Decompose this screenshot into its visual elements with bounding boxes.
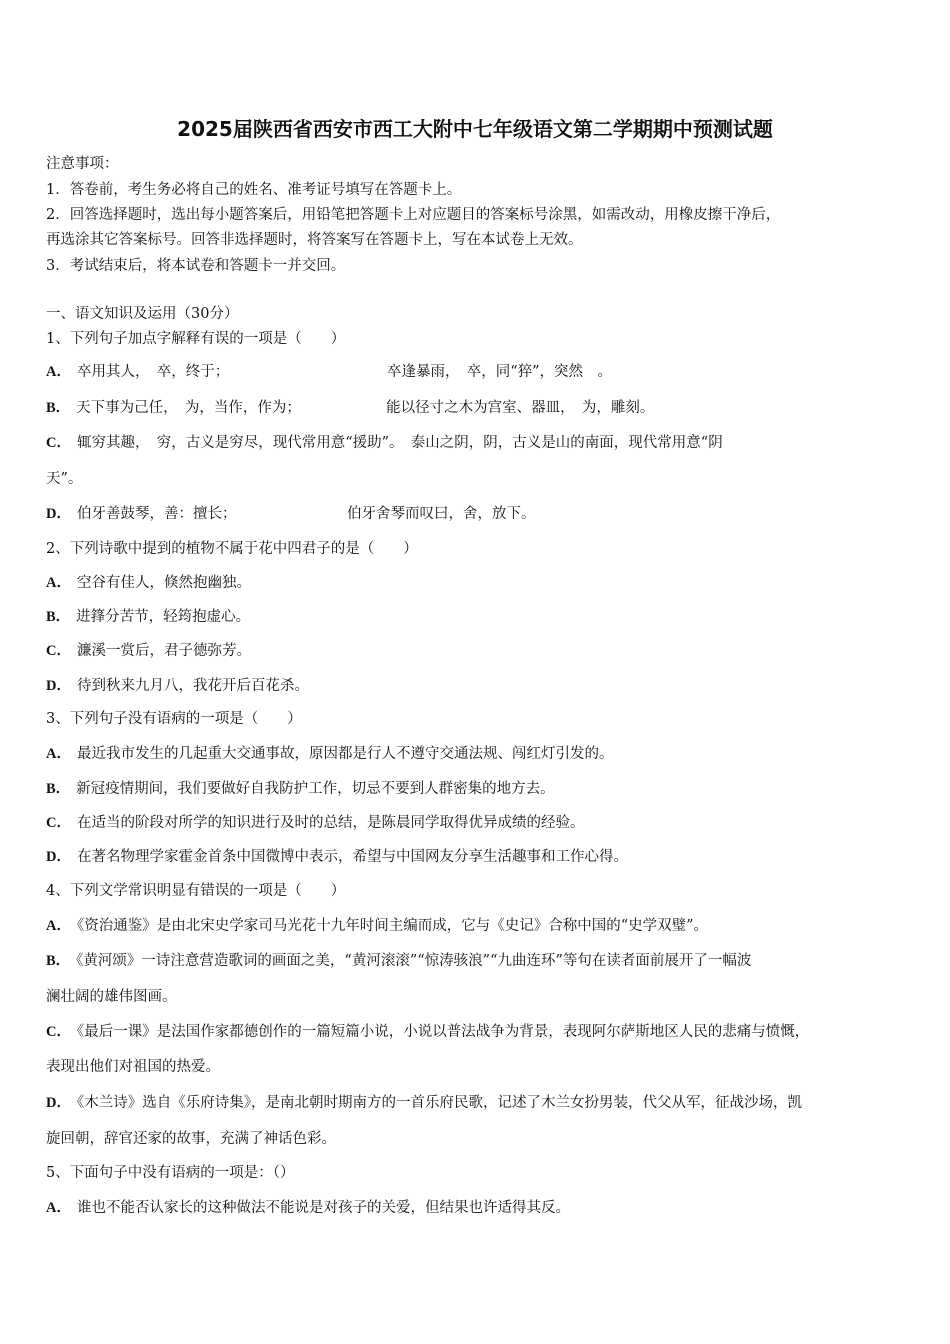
- option-row: [46, 502, 535, 523]
- section-heading: 一、语文知识及运用（30分）: [46, 306, 239, 322]
- option-text: 《最后一课》是法国作家都德创作的一篇短篇小说，小说以普法战争为背景，表现阿尔萨斯地区人民的悲痛与愤慨，: [76, 1024, 810, 1040]
- notice-heading: 注意事项：: [46, 156, 119, 172]
- option-continuation: 表现出他们对祖国的热爱。: [46, 1059, 220, 1075]
- option-continuation: 天”。: [46, 471, 83, 487]
- option-label: D．: [46, 1095, 71, 1111]
- option-label: D．: [46, 678, 71, 694]
- option-label: A．: [46, 1200, 71, 1216]
- option-row: [46, 396, 654, 417]
- option-label: C．: [46, 1024, 71, 1040]
- question-stem: 5、下面句子中没有语病的一项是：（）: [46, 1165, 295, 1181]
- option-text: 进箨分苦节，轻筠抱虚心。: [76, 609, 251, 625]
- option-text: 谁也不能否认家长的这种做法不能说是对孩子的关爱，但结果也许适得其反。: [76, 1200, 570, 1216]
- question-stem: 3、下列句子没有语病的一项是（ ）: [46, 711, 302, 727]
- option-label: D．: [46, 506, 71, 522]
- option-text: 辄穷其趣， 穷，古义是穷尽，现代常用意“援助”。 泰山之阴，阴，古义是山的南面，现代常用意“阴: [76, 435, 723, 451]
- option-text: 伯牙善鼓琴，善：擅长；: [76, 506, 237, 522]
- option-text: 卒逢暴雨， 卒，同“猝”，突然 。: [386, 364, 613, 380]
- option-row: [46, 777, 555, 798]
- option-label: C．: [46, 815, 71, 831]
- option-row: [46, 1020, 809, 1041]
- option-label: D．: [46, 849, 71, 865]
- option-text: 空谷有佳人，倏然抱幽独。: [76, 575, 251, 591]
- option-text: 在适当的阶段对所学的知识进行及时的总结，是陈晨同学取得优异成绩的经验。: [76, 815, 585, 831]
- option-row: [46, 811, 584, 832]
- question-stem: 4、下列文学常识明显有错误的一项是（ ）: [46, 883, 346, 899]
- page-title: 2025届陕西省西安市西工大附中七年级语文第二学期期中预测试题: [177, 117, 773, 141]
- option-text: 《木兰诗》选自《乐府诗集》，是南北朝时期南方的一首乐府民歌，记述了木兰女扮男装，代父从军，征战沙场，凯: [76, 1095, 802, 1111]
- option-text: 在著名物理学家霍金首条中国微博中表示，希望与中国网友分享生活趣事和工作心得。: [76, 849, 628, 865]
- option-text: 濂溪一赏后，君子德弥芳。: [76, 643, 251, 659]
- option-row: [46, 845, 628, 866]
- option-row: [46, 639, 251, 660]
- option-text: 《资治通鉴》是由北宋史学家司马光花十九年时间主编而成，它与《史记》合称中国的“史学双璧”。: [76, 918, 709, 934]
- option-label: B．: [46, 781, 71, 797]
- option-label: B．: [46, 400, 71, 416]
- option-row: [46, 1091, 802, 1112]
- option-label: A．: [46, 364, 71, 380]
- option-row: [46, 360, 612, 381]
- option-label: B．: [46, 609, 71, 625]
- option-label: C．: [46, 435, 71, 451]
- notice-item: 3．考试结束后，将本试卷和答题卡一并交回。: [46, 258, 346, 274]
- option-row: [46, 949, 751, 970]
- notice-item: 再选涂其它答案标号。回答非选择题时，将答案写在答题卡上，写在本试卷上无效。: [46, 232, 583, 248]
- notice-item: 1．答卷前，考生务必将自己的姓名、准考证号填写在答题卡上。: [46, 182, 462, 198]
- option-text: 新冠疫情期间，我们要做好自我防护工作，切忌不要到人群密集的地方去。: [76, 781, 555, 797]
- option-row: [46, 742, 613, 763]
- option-label: B．: [46, 953, 71, 969]
- option-row: [46, 605, 250, 626]
- option-label: A．: [46, 918, 71, 934]
- notice-item: 2．回答选择题时，选出每小题答案后，用铅笔把答题卡上对应题目的答案标号涂黑，如需改动，用橡皮擦干净后，: [46, 207, 781, 223]
- option-row: [46, 431, 723, 452]
- option-text: 《黄河颂》一诗注意营造歌词的画面之美，“黄河滚滚”“惊涛骇浪”“九曲连环”等句在读者面前展开了一幅波: [76, 953, 752, 969]
- option-text: 天下事为己任， 为，当作，作为；: [76, 400, 301, 416]
- option-text: 伯牙舍琴而叹曰，舍，放下。: [346, 506, 536, 522]
- option-continuation: 澜壮阔的雄伟图画。: [46, 989, 177, 1005]
- option-row: [46, 1196, 570, 1217]
- option-label: A．: [46, 575, 71, 591]
- option-text: 能以径寸之木为宫室、器皿， 为，雕刻。: [386, 400, 655, 416]
- option-text: 待到秋来九月八，我花开后百花杀。: [76, 678, 309, 694]
- option-continuation: 旋回朝，辞官还家的故事，充满了神话色彩。: [46, 1131, 336, 1147]
- option-text: 卒用其人， 卒，终于；: [76, 364, 230, 380]
- option-text: 最近我市发生的几起重大交通事故，原因都是行人不遵守交通法规、闯红灯引发的。: [76, 746, 614, 762]
- option-row: [46, 571, 251, 592]
- question-stem: 2、下列诗歌中提到的植物不属于花中四君子的是（ ）: [46, 541, 418, 557]
- option-label: C．: [46, 643, 71, 659]
- option-row: [46, 914, 708, 935]
- option-row: [46, 674, 309, 695]
- option-label: A．: [46, 746, 71, 762]
- question-stem: 1、下列句子加点字解释有误的一项是（ ）: [46, 331, 346, 347]
